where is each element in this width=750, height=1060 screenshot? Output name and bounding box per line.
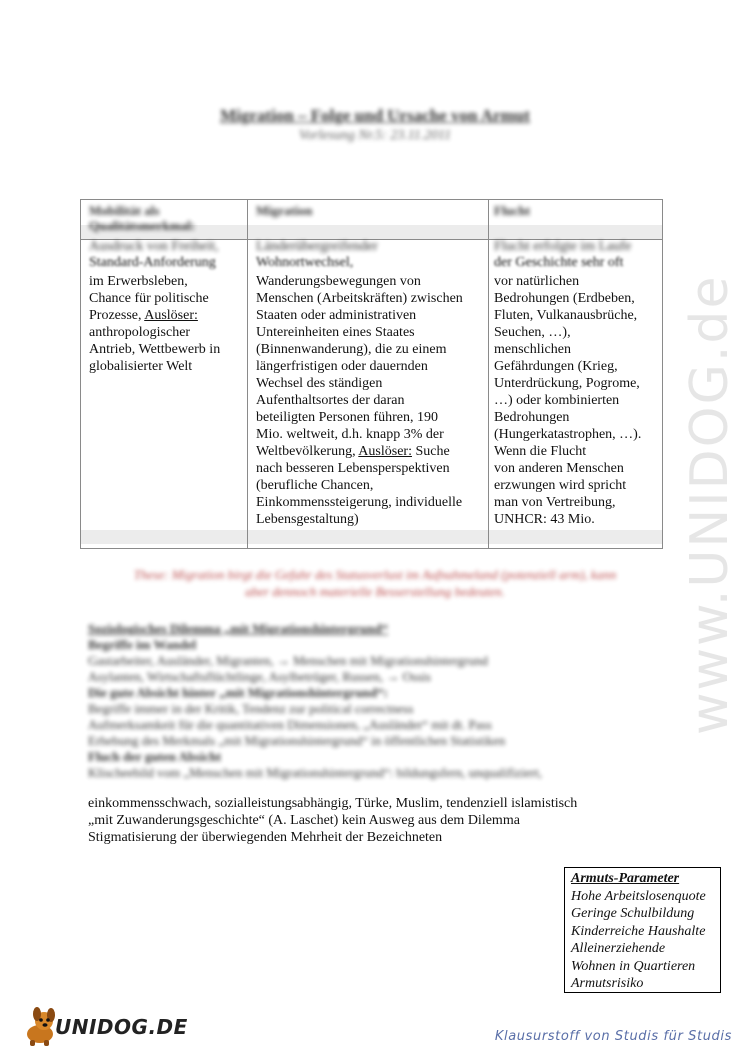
table-cell-text: (berufliche Chancen, [256, 478, 374, 493]
list-item: Alleinerziehende [571, 941, 666, 956]
table-cell-text: Länderübergreifender [256, 239, 378, 254]
paragraph-line: Stigmatisierung der überwiegenden Mehrheit der Bezeichneten [88, 830, 443, 845]
list-item: Geringe Schulbildung [571, 906, 695, 921]
table-cell-text: UNHCR: 43 Mio. [494, 512, 595, 527]
footer-slogan: Klausurstoff von Studis für Studis [494, 1029, 732, 1044]
flight-description [494, 273, 659, 528]
table-rule [80, 199, 81, 549]
document-subtitle: Vorlesung Nr.5: 23.11.2011 [298, 128, 452, 143]
table-rule [80, 548, 663, 549]
table-cell-text: Weltbevölkerung, Auslöser: Suche [256, 444, 450, 459]
table-cell-text: vor natürlichen [494, 274, 580, 289]
table-cell-text: Wohnortwechsel, [256, 255, 354, 270]
thesis-line: aber dennoch materielle Besserstellung bedeuten. [245, 584, 505, 599]
table-cell-text: Seuchen, …), [494, 325, 571, 340]
trigger-label: Auslöser: [144, 308, 198, 323]
table-cell-text: im Erwerbsleben, [89, 274, 188, 289]
dog-icon [27, 1007, 55, 1046]
watermark-text: www.UNIDOG.de [680, 274, 740, 735]
table-header-flight: Flucht [494, 203, 531, 218]
poverty-parameters-box [564, 867, 721, 993]
paragraph-line: Erhebung des Merkmals „mit Migrationshintergrund“ in öffentlichen Statistiken [88, 733, 506, 748]
migration-description [256, 273, 486, 528]
list-item: Hohe Arbeitslosenquote [571, 888, 706, 904]
paragraph-line: Aufmerksamkeit für die quantitativen Dimensionen, „Ausländer“ mit dt. Pass [88, 717, 492, 732]
table-rule [488, 199, 489, 549]
paragraph-line: Asylanten, Wirtschaftsflüchtlinge, Asylbetrüger, Russen, → Ossis [88, 669, 431, 684]
paragraph-line: „mit Zuwanderungsgeschichte“ (A. Laschet) kein Ausweg aus dem Dilemma [88, 813, 520, 828]
table-cell-text: Menschen (Arbeitskräften) zwischen [256, 291, 463, 306]
table-cell-text: Untereinheiten eines Staates [256, 325, 415, 340]
table-header-migration: Migration [256, 203, 313, 218]
table-cell-text: …) oder kombinierten [494, 393, 620, 408]
table-cell-text: Wenn die Flucht [494, 444, 587, 459]
list-item: Armutsrisiko [571, 976, 644, 991]
table-cell-text: Prozesse, Auslöser: [89, 308, 198, 323]
table-cell-text: Standard-Anforderung [89, 255, 216, 270]
table-cell-text: Unterdrückung, Pogrome, [494, 376, 640, 391]
table-cell-text: Antrieb, Wettbewerb in [89, 342, 221, 357]
section-heading: Soziologisches Dilemma „mit Migrationshintergrund“ [88, 621, 389, 636]
thesis-line: These: Migration birgt die Gefahr des Statusverlust im Aufnahmeland (potenziell arm), kann [133, 567, 617, 582]
table-cell-text: anthropologischer [89, 325, 191, 340]
paragraph-line: Gastarbeiter, Ausländer, Migranten, → Menschen mit Migrationshintergrund [88, 653, 488, 668]
table-rule [662, 199, 663, 549]
dilemma-conclusion [88, 795, 688, 846]
table-cell-text: Lebensgestaltung) [256, 512, 359, 527]
table-header-mobility: Mobilität als Qualitätsmerkmal: [89, 203, 196, 233]
thesis-text [80, 566, 670, 600]
table-cell-text: Bedrohungen [494, 410, 570, 425]
table-cell-text: Chance für politische [89, 291, 209, 306]
mobility-description [89, 273, 249, 375]
table-cell-text: der Geschichte sehr oft [494, 255, 624, 270]
table-cell-text: menschlichen [494, 342, 571, 357]
table-footer-band [80, 530, 663, 544]
table-cell-text: Einkommenssteigerung, individuelle [256, 495, 463, 510]
table-cell-text: Bedrohungen (Erdbeben, [494, 291, 635, 306]
paragraph-line: Klischeebild vom „Menschen mit Migrationshintergrund“: bildungsfern, unqualifiziert, [88, 765, 542, 780]
table-cell-text: Wechsel des ständigen [256, 376, 383, 391]
document-title: Migration – Folge und Ursache von Armut [220, 106, 530, 125]
watermark [665, 265, 750, 745]
subheading: Die gute Absicht hinter „mit Migrationshintergrund“: [88, 685, 388, 700]
table-cell-text: (Hungerkatastrophen, …). [494, 427, 642, 442]
table-cell-text: Ausdruck von Freiheit, [89, 239, 219, 254]
paragraph-line: Begriffe immer in der Kritik, Tendenz zur political correctness [88, 701, 414, 716]
subheading: Begriffe im Wandel [88, 637, 197, 652]
table-rule [80, 199, 663, 200]
table-cell-text: (Binnenwanderung), die zu einem [256, 342, 447, 357]
table-cell-text: Mio. weltweit, d.h. knapp 3% der [256, 427, 444, 442]
table-cell-text: beteiligten Personen führen, 190 [256, 410, 438, 425]
list-item: Kinderreiche Haushalte [571, 923, 706, 939]
table-cell-text: längerfristigen oder dauernden [256, 359, 428, 374]
logo-text: UNIDOG.DE [55, 1015, 188, 1039]
paragraph-line: einkommensschwach, sozialleistungsabhängig, Türke, Muslim, tendenziell islamistisch [88, 796, 578, 811]
table-cell-text: nach besseren Lebensperspektiven [256, 461, 450, 476]
sociology-section [88, 621, 648, 781]
table-cell-text: Flucht erfolgte im Laufe [494, 239, 632, 254]
table-cell-text: globalisierter Welt [89, 359, 193, 374]
table-cell-text: erzwungen wird spricht [494, 478, 627, 493]
table-cell-text: von anderen Menschen [494, 461, 624, 476]
table-cell-text: Aufenthaltsortes der daran [256, 393, 405, 408]
subheading: Fluch der guten Absicht [88, 749, 222, 764]
table-cell-text: Gefährdungen (Krieg, [494, 359, 618, 374]
list-item: Wohnen in Quartieren [571, 958, 696, 974]
trigger-label: Auslöser: [358, 444, 412, 459]
table-cell-text: Wanderungsbewegungen von [256, 274, 421, 289]
table-cell-text: man von Vertreibung, [494, 495, 616, 510]
table-cell-text: Fluten, Vulkanausbrüche, [494, 308, 638, 323]
box-title: Armuts-Parameter [571, 871, 680, 886]
table-cell-text: Staaten oder administrativen [256, 308, 417, 323]
